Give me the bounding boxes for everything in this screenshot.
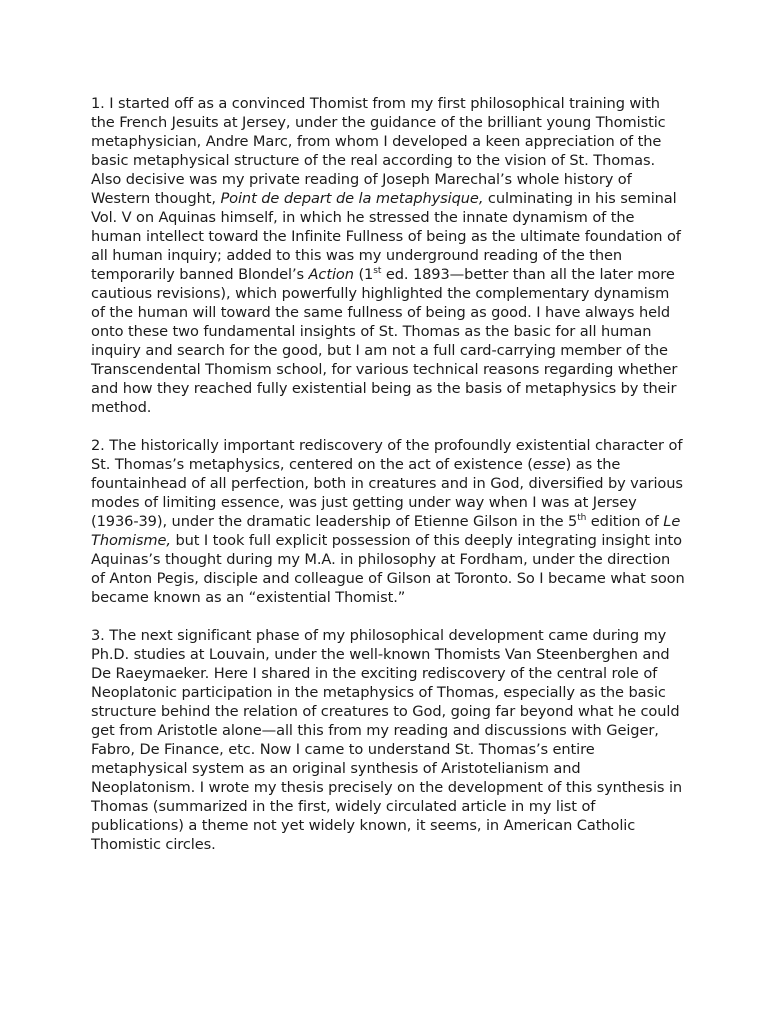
- paragraph-1: [91, 94, 687, 417]
- paragraph-2-superscript: th: [577, 513, 587, 523]
- paragraph-1-text-c: (1: [353, 266, 374, 283]
- paragraph-1-text-a: 1. I started off as a convinced Thomist from my first philosophical training with the French Jesuits at Jersey, under the guidance of the brilliant young Thomistic metaphysician, Andre Marc, from whom I developed a keen appreciation of the basic metaphysical structure of the real according to the vision of St. Thomas. Also decisive was my private reading of Joseph Marechal’s whole history of Western thought,: [91, 95, 666, 207]
- paragraph-2-italic-esse: esse: [532, 456, 566, 473]
- paragraph-3-text: 3. The next significant phase of my philosophical development came during my Ph.D. studies at Louvain, under the well-known Thomists Van Steenberghen and De Raeymaeker. Here I shared in the exciting rediscovery of the central role of Neoplatonic participation in the metaphysics of Thomas, especially as the basic structure behind the relation of creatures to God, going far beyond what he could get from Aristotle alone—all this from my reading and discussions with Geiger, Fabro, De Finance, etc. Now I came to understand St. Thomas’s entire metaphysical system as an original synthesis of Aristotelianism and Neoplatonism. I wrote my thesis precisely on the development of this synthesis in Thomas (summarized in the first, widely circulated article in my list of publications) a theme not yet widely known, it seems, in American Catholic Thomistic circles.: [91, 627, 683, 853]
- paragraph-1-superscript: st: [373, 266, 382, 276]
- paragraph-1-italic-title: Point de depart de la metaphysique,: [220, 190, 484, 207]
- paragraph-2-text-d: but I took full explicit possession of this deeply integrating insight into Aquinas’s thought during my M.A. in philosophy at Fordham, under the direction of Anton Pegis, disciple and colleague of Gilson at Toronto. So I became what soon became known as an “existential Thomist.”: [91, 532, 685, 606]
- paragraph-1-text-d: ed. 1893—better than all the later more cautious revisions), which powerfully highlighted the complementary dynamism of the human will toward the same fullness of being as good. I have always held onto these two fundamental insights of St. Thomas as the basic for all human inquiry and search for the good, but I am not a full card-carrying member of the Transcendental Thomism school, for various technical reasons regarding whether and how they reached fully existential being as the basis of metaphysics by their method.: [91, 266, 678, 416]
- paragraph-1-italic-action: Action: [308, 266, 354, 283]
- paragraph-2-text-a: 2. The historically important rediscovery of the profoundly existential character of St. Thomas’s metaphysics, centered on the act of existence (: [91, 437, 683, 473]
- paragraph-2-text-c: edition of: [586, 513, 664, 530]
- document-body: [91, 94, 687, 873]
- paragraph-2-text-b: ) as the fountainhead of all perfection, both in creatures and in God, diversified by various modes of limiting essence, was just getting under way when I was at Jersey (1936-39), under the dramatic leadership of Etienne Gilson in the 5: [91, 456, 683, 530]
- paragraph-2: [91, 436, 687, 607]
- paragraph-2-italic-title: Le Thomisme,: [91, 513, 681, 549]
- paragraph-1-text-b: culminating in his seminal Vol. V on Aquinas himself, in which he stressed the innate dynamism of the human intellect toward the Infinite Fullness of being as the ultimate foundation of all human inquiry; added to this was my underground reading of the then temporarily banned Blondel’s: [91, 190, 681, 283]
- paragraph-3: [91, 626, 687, 854]
